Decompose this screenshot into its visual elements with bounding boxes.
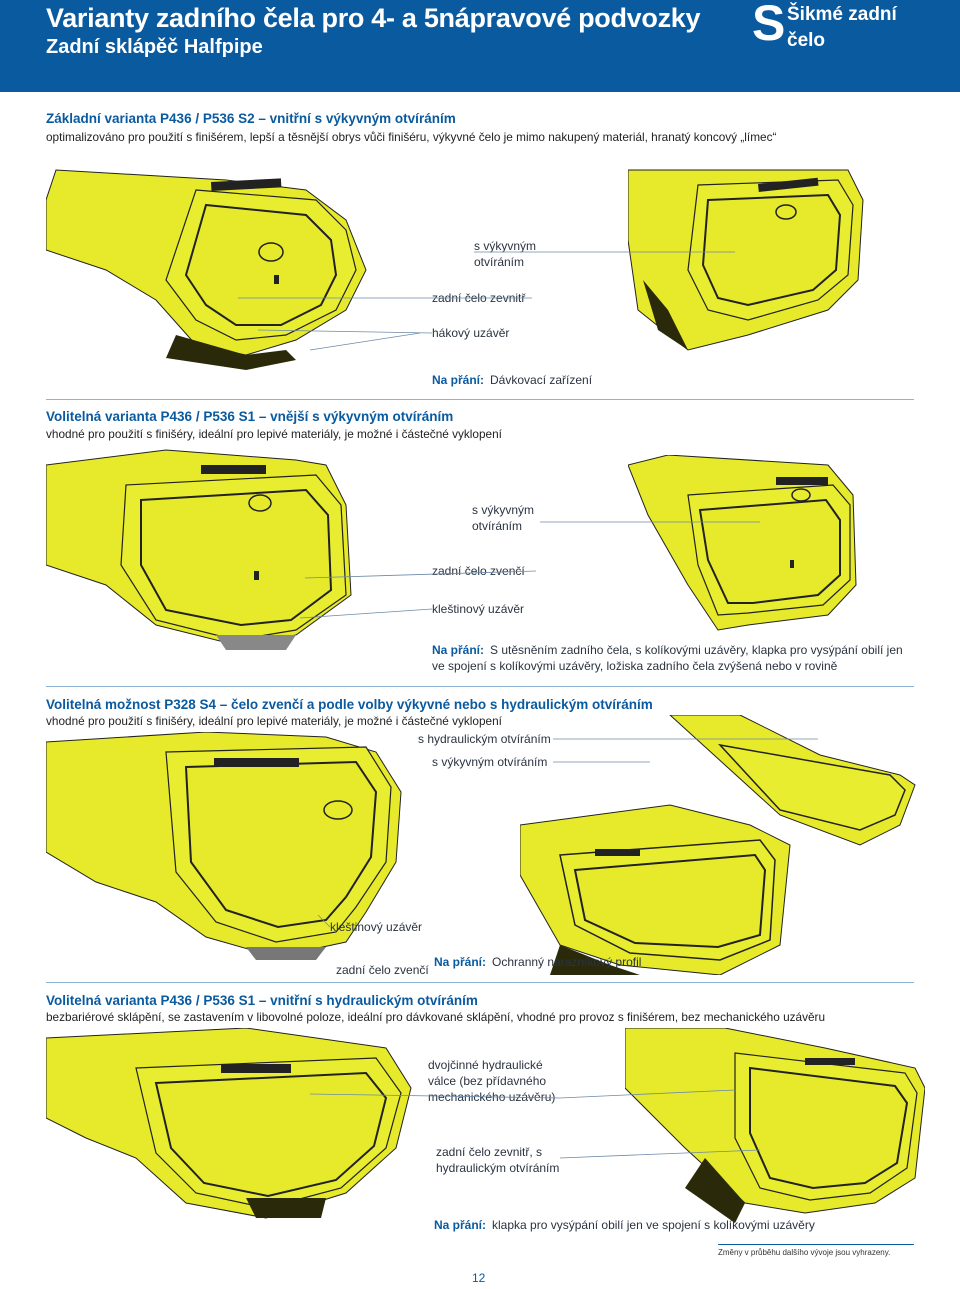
footnote: Změny v průběhu dalšího vývoje jsou vyhrazeny. bbox=[718, 1248, 891, 1257]
s4-label-line5: hydraulickým otvíráním bbox=[436, 1161, 560, 1175]
page-title: Varianty zadního čela pro 4- a 5nápravové podvozky bbox=[46, 3, 701, 33]
s4-option-key: Na přání: bbox=[434, 1218, 487, 1232]
section-letter: S bbox=[752, 0, 786, 51]
section4-title: Volitelná varianta P436 / P536 S1 – vnitřní s hydraulickým otvíráním bbox=[46, 993, 478, 1008]
s3-label-zadni-celo: zadní čelo zvenčí bbox=[336, 963, 429, 977]
s2-option-key: Na přání: bbox=[432, 643, 485, 657]
section2-description: vhodné pro použití s finišéry, ideální pro lepivé materiály, je možné i částečné vyklopení bbox=[46, 427, 502, 441]
section2-image-right bbox=[628, 455, 868, 645]
s4-label-line4: zadní čelo zevnitř, s bbox=[436, 1145, 543, 1159]
s1-option-text: Dávkovací zařízení bbox=[490, 373, 593, 387]
page-header bbox=[0, 0, 960, 92]
section3-title: Volitelná možnost P328 S4 – čelo zvenčí a podle volby výkyvné nebo s hydraulickým otvíráním bbox=[46, 697, 653, 712]
section1-title: Základní varianta P436 / P536 S2 – vnitřní s výkyvným otvíráním bbox=[46, 111, 456, 126]
s4-option bbox=[434, 1217, 815, 1233]
section4-image-left bbox=[46, 1028, 426, 1223]
section-divider bbox=[46, 982, 914, 983]
section-name-line1: Šikmé zadní bbox=[787, 4, 897, 25]
s3-option-text: Ochranný nárazníkový profil bbox=[492, 955, 642, 969]
s3-label-hydraulickym: s hydraulickým otvíráním bbox=[418, 732, 551, 746]
s1-label-vykyvnym: s výkyvným bbox=[474, 239, 537, 253]
s2-option bbox=[432, 642, 914, 674]
s2-label-vykyvnym: s výkyvným bbox=[472, 503, 535, 517]
s3-option-key: Na přání: bbox=[434, 955, 487, 969]
s4-label-line2: válce (bez přídavného bbox=[428, 1074, 547, 1088]
section-divider bbox=[46, 399, 914, 400]
s3-option bbox=[434, 954, 641, 970]
s2-label-otviranim: otvíráním bbox=[472, 519, 523, 533]
footnote-rule bbox=[718, 1244, 914, 1245]
s2-label-zadni-celo: zadní čelo zvenčí bbox=[432, 564, 525, 578]
s3-label-klestinovy: kleštinový uzávěr bbox=[330, 920, 423, 934]
section4-image-right bbox=[625, 1028, 925, 1223]
s2-option-text-1: S utěsněním zadního čela, s kolíkovými uzávěry, klapka pro vysýpání obilí jen bbox=[490, 643, 903, 657]
section1-image-right bbox=[628, 160, 868, 370]
s4-option-text: klapka pro vysýpání obilí jen ve spojení s kolíkovými uzávěry bbox=[492, 1218, 815, 1232]
section-divider bbox=[46, 686, 914, 687]
section2-image-left bbox=[46, 445, 426, 650]
s2-label-klestinovy: kleštinový uzávěr bbox=[432, 602, 525, 616]
s3-label-vykyvnym: s výkyvným otvíráním bbox=[432, 755, 548, 769]
s1-label-zadni-celo: zadní čelo zevnitř bbox=[432, 291, 526, 305]
s4-label-line3: mechanického uzávěru) bbox=[428, 1090, 556, 1104]
section1-description: optimalizováno pro použití s finišérem, lepší a těsnější obrys vůči finišéru, výkyvné čelo je mimo nakupený materiál, hranatý koncový „límec“ bbox=[46, 130, 777, 144]
section1-image-left bbox=[46, 160, 396, 370]
section-name-line2: čelo bbox=[787, 30, 826, 51]
section4-description: bezbariérové sklápění, se zastavením v libovolné poloze, ideální pro dávkované sklápění, vhodné pro provoz s finišérem, bez mechanického uzávěru bbox=[46, 1010, 826, 1024]
section2-title: Volitelná varianta P436 / P536 S1 – vnější s výkyvným otvíráním bbox=[46, 409, 454, 424]
s2-option-text-2: ve spojení s kolíkovými uzávěry, ložiska zadního čela zvýšená nebo v rovině bbox=[432, 659, 838, 673]
section3-image-right bbox=[520, 715, 920, 975]
s4-label-line1: dvojčinné hydraulické bbox=[428, 1058, 543, 1072]
section3-image-left bbox=[46, 732, 416, 972]
s1-label-hakovy-uzaver: hákový uzávěr bbox=[432, 326, 510, 340]
s1-label-otviranim: otvíráním bbox=[474, 255, 525, 269]
section3-description: vhodné pro použití s finišéry, ideální pro lepivé materiály, je možné i částečné vyklopení bbox=[46, 714, 502, 728]
page-number: 12 bbox=[472, 1271, 486, 1285]
s1-option-key: Na přání: bbox=[432, 373, 485, 387]
s1-option bbox=[432, 372, 592, 388]
page-subtitle: Zadní sklápěč Halfpipe bbox=[46, 36, 263, 58]
